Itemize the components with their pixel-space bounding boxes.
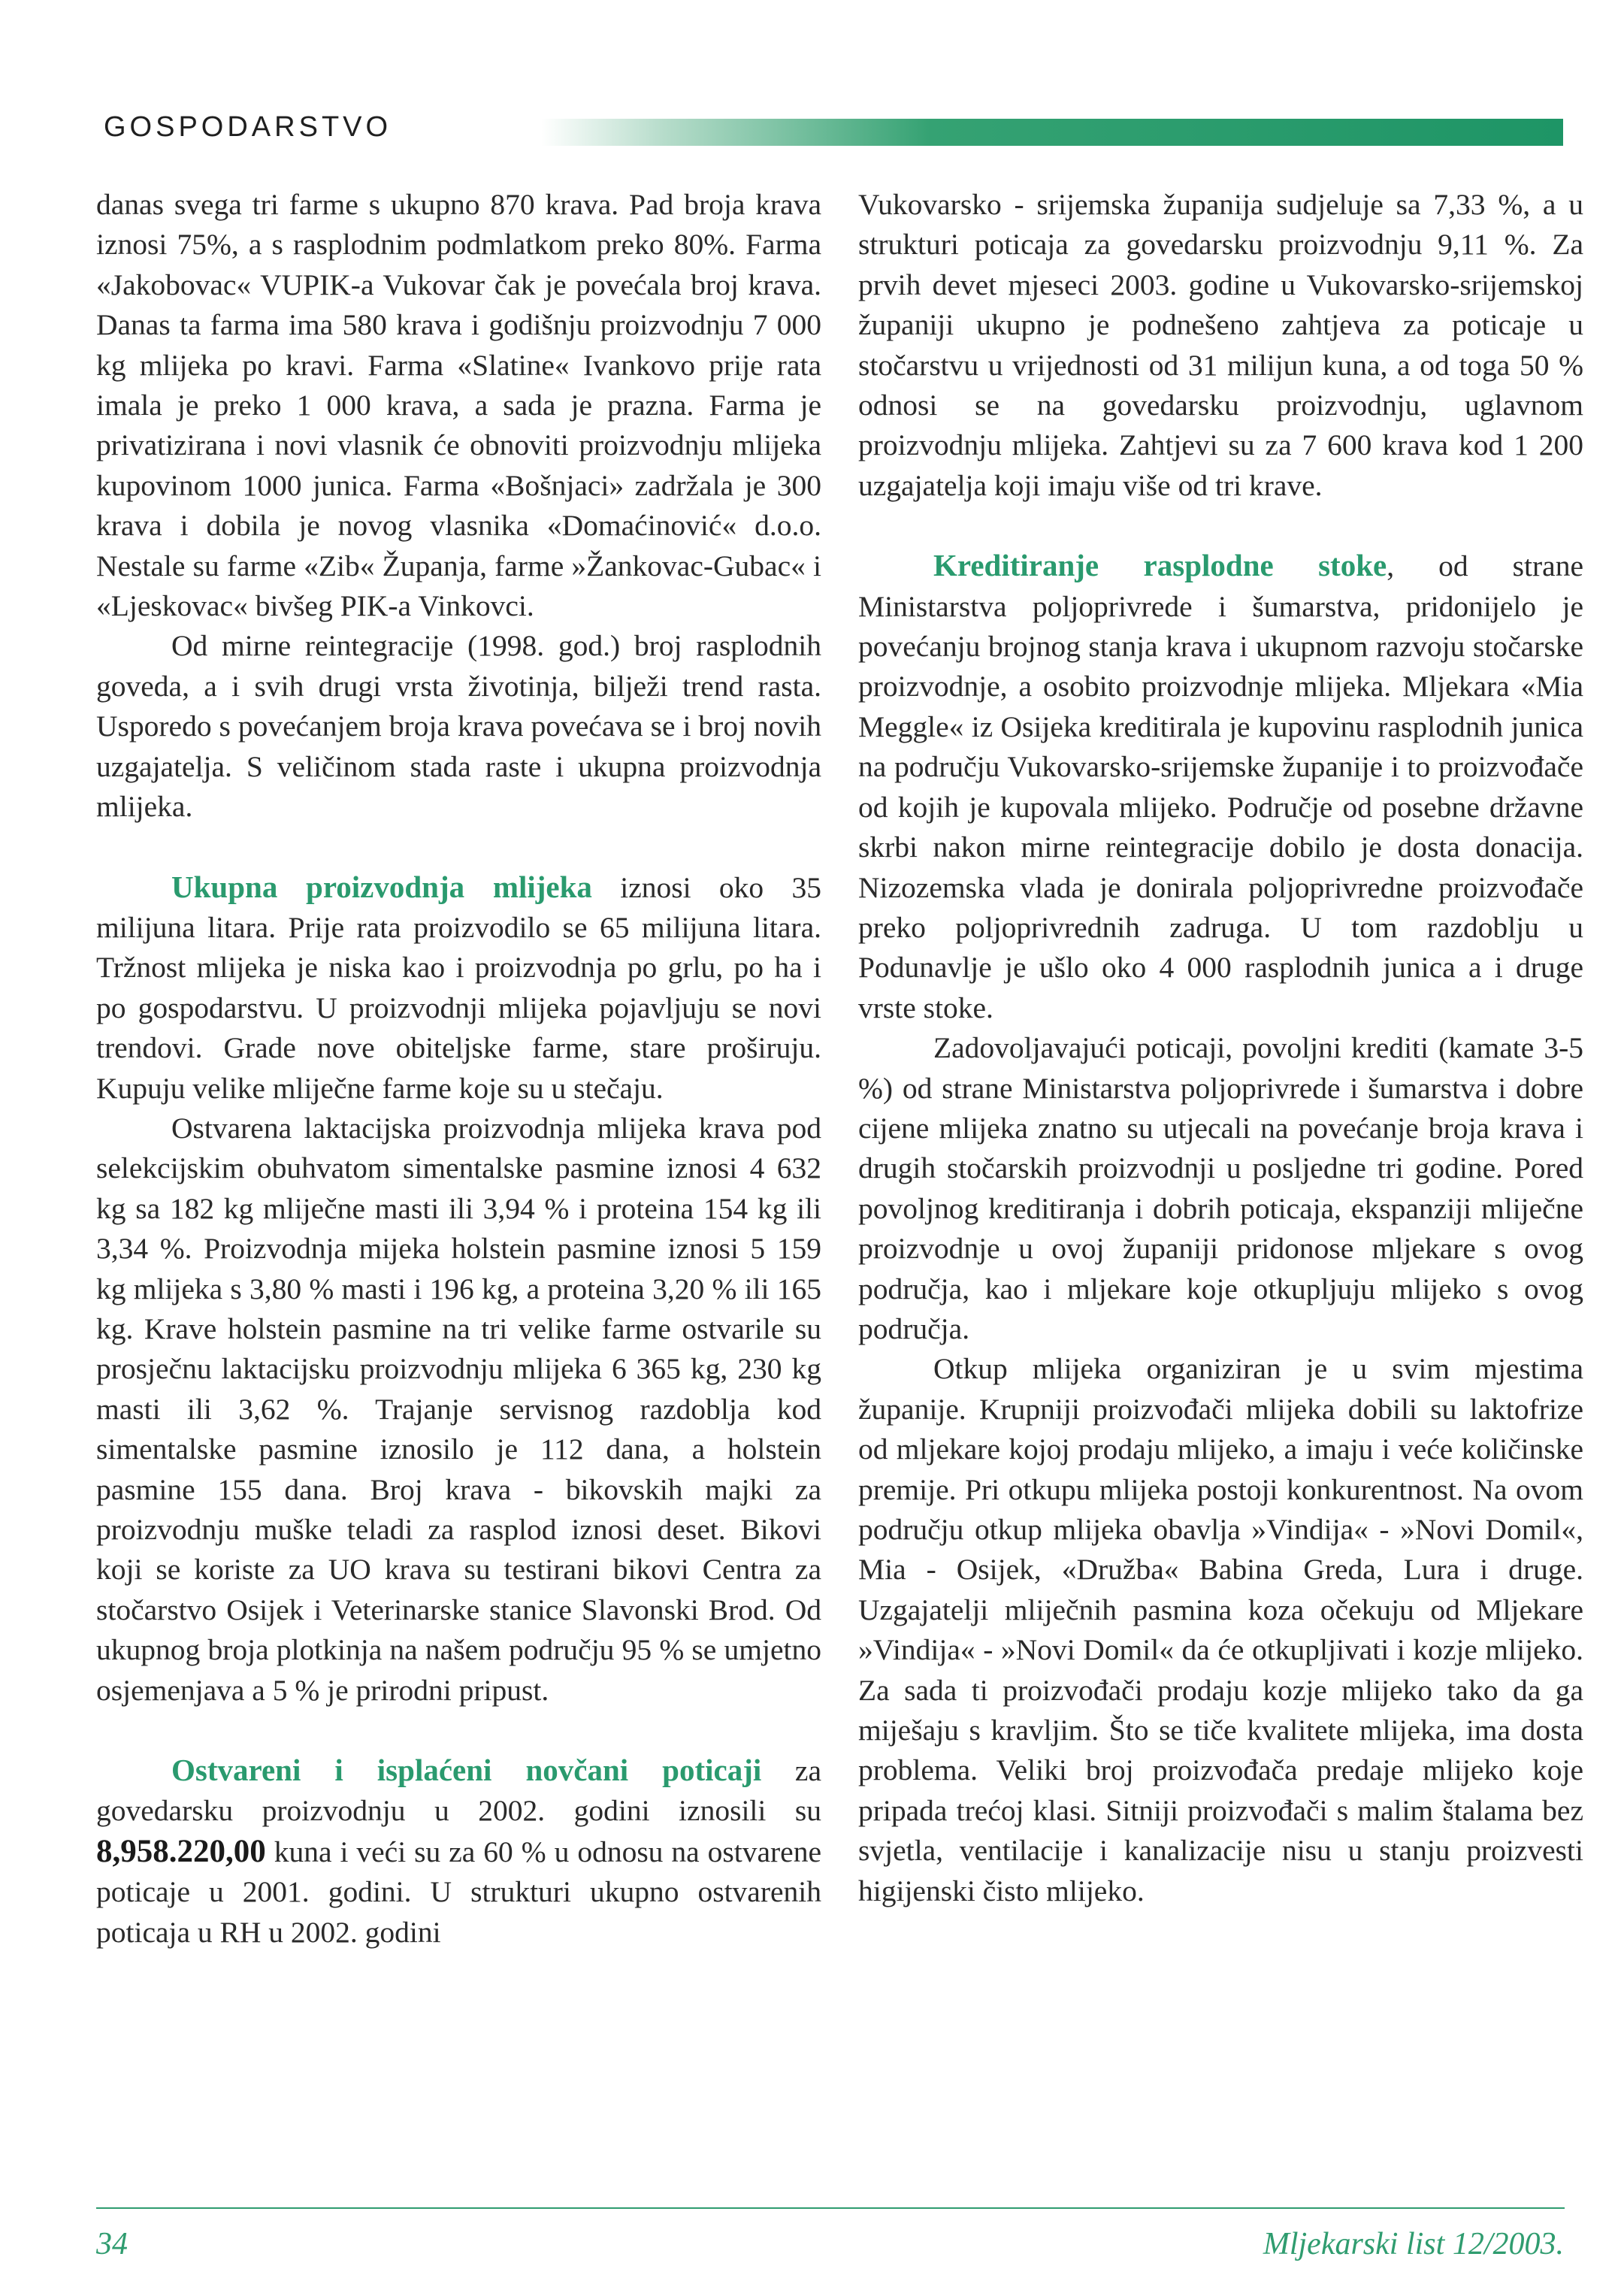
header-accent-bar (541, 119, 1563, 146)
paragraph: danas svega tri farme s ukupno 870 krava. Pad broja krava iznosi 75%, a s rasplodnim podmlatkom preko 80%. Farma «Jakobovac« VUPIK-a Vukovar čak je povećala broj krava. Danas ta farma ima 580 krava i godišnju proizvodnju 7 000 kg mlijeka po kravi. Farma «Slatine« Ivankovo prije rata imala je preko 1 000 krava, a sada je prazna. Farma je privatizirana i novi vlasnik će obnoviti proizvodnju mlijeka kupovinom 1000 junica. Farma «Bošnjaci» zadržala je 300 krava i dobila je novog vlasnika «Domaćinović« d.o.o. Nestale su farme «Zib« Županja, farme »Žankovac-Gubac« i «Ljeskovac« bivšeg PIK-a Vinkovci. (96, 188, 821, 623)
paragraph-text: , od strane Ministarstva poljoprivrede i šumarstva, pridonijelo je povećanju brojnog stanja krava i ukupnom razvoju stočarske proizvodnje, a osobito proizvodnje mlijeka. Mljekara «Mia Meggle« iz Osijeka kreditirala je kupovinu rasplodnih junica na području Vukovarsko-srijemske županije i to proizvođače od kojih je kupovala mlijeko. Područje od posebne državne skrbi nakon mirne reintegracije dobilo je dosta donacija. Nizozemska vlada je donirala poljoprivredne proizvođače preko poljoprivrednih zadruga. U tom razdoblju u Podunavlje je ušlo oko 4 000 rasplodnih junica a i druge vrste stoke. (858, 549, 1583, 1024)
paragraph (858, 546, 1583, 1028)
amount-highlight: 8,958.220,00 (96, 1833, 266, 1869)
subheading: Ukupna proizvodnja mlijeka (171, 869, 592, 904)
page-number: 34 (96, 2227, 128, 2261)
subheading: Kreditiranje rasplodne stoke (933, 548, 1387, 583)
paragraph-text: iznosi oko 35 milijuna litara. Prije rata proizvodilo se 65 milijuna litara. Tržnost mlijeka je niska kao i proizvodnja po grlu, po ha i po gospodarstvu. U proizvodnji mlijeka pojavljuju se novi trendovi. Grade nove obiteljske farme, stare proširuju. Kupuju velike mliječne farme koje su u stečaju. (96, 870, 821, 1105)
paragraph: Otkup mlijeka organiziran je u svim mjestima županije. Krupniji proizvođači mlijeka dobili su laktofrize od mljekare kojoj prodaju mlijeko, a imaju i veće količinske premije. Pri otkupu mlijeka postoji konkurentnost. Na ovom području otkup mlijeka obavlja »Vindija« - »Novi Domil«, Mia - Osijek, «Družba« Babina Greda, Lura i druge. Uzgajatelji mliječnih pasmina koza očekuju od Mljekare »Vindija« - »Novi Domil« da će otkupljivati i kozje mlijeko. Za sada ti proizvođači prodaju kozje mlijeko tako da ga miješaju s kravljim. Što se tiče kvalitete mlijeka, ima dosta problema. Veliki broj proizvođača predaje mlijeko koje pripada trećoj klasi. Sitniji proizvođači s malim štalama bez svjetla, ventilacije i kanalizacije nisu u stanju proizvesti higijenski čisto mlijeko. (858, 1352, 1583, 1907)
subheading: Ostvareni i isplaćeni novčani poticaji (171, 1753, 762, 1788)
section-title: GOSPODARSTVO (104, 111, 392, 143)
paragraph: Od mirne reintegracije (1998. god.) broj rasplodnih goveda, a i svih drugi vrsta životinja, bilježi trend rasta. Usporedo s povećanjem broja krava povećava se i broj novih uzgajatelja. S veličinom stada raste i ukupna proizvodnja mlijeka. (96, 629, 821, 824)
right-column (858, 185, 1583, 2177)
paragraph: Vukovarsko - srijemska županija sudjeluje sa 7,33 %, a u strukturi poticaja za govedarsku proizvodnju 9,11 %. Za prvih devet mjeseci 2003. godine u Vukovarsko-srijemskoj županiji ukupno je podnešeno zahtjeva za poticaje u stočarstvu u vrijednosti od 31 milijun kuna, a od toga 50 % odnosi se na govedarsku proizvodnju, uglavnom proizvodnju mlijeka. Zahtjevi su za 7 600 krava kod 1 200 uzgajatelja koji imaju više od tri krave. (858, 188, 1583, 502)
paragraph (96, 1750, 821, 1953)
paragraph (96, 867, 821, 1109)
journal-title: Mljekarski list 12/2003. (1263, 2227, 1564, 2261)
paragraph: Zadovoljavajući poticaji, povoljni krediti (kamate 3-5 %) od strane Ministarstva poljoprivrede i šumarstva i dobre cijene mlijeka znatno su utjecali na povećanje broja krava i drugih stočarskih proizvodnji u posljedne tri godine. Pored povoljnog kreditiranja i dobrih poticaja, ekspanziji mliječne proizvodnje u ovoj županiji pridonose mljekare s ovog područja, kao i mljekare koje otkupljuju mlijeko s ovog područja. (858, 1031, 1583, 1345)
footer-rule (96, 2207, 1565, 2209)
paragraph: Ostvarena laktacijska proizvodnja mlijeka krava pod selekcijskim obuhvatom simentalske pasmine iznosi 4 632 kg sa 182 kg mliječne masti ili 3,94 % i proteina 154 kg ili 3,34 %. Proizvodnja mijeka holstein pasmine iznosi 5 159 kg mlijeka s 3,80 % masti i 196 kg, a proteina 3,20 % ili 165 kg. Krave holstein pasmine na tri velike farme ostvarile su prosječnu laktacijsku proizvodnju mlijeka 6 365 kg, 230 kg masti ili 3,62 %. Trajanje servisnog razdoblja kod simentalske pasmine iznosilo je 112 dana, a holstein pasmine 155 dana. Broj krava - bikovskih majki za proizvodnju muške teladi za rasplod iznosi deset. Bikovi koji se koriste za UO krava su testirani bikovi Centra za stočarstvo Osijek i Veterinarske stanice Slavonski Brod. Od ukupnog broja plotkinja na našem području 95 % se umjetno osjemenjava a 5 % je prirodni pripust. (96, 1111, 821, 1707)
left-column (96, 185, 821, 2177)
paragraph-text: za govedarsku proizvodnju u 2002. godini iznosili su (96, 1754, 821, 1828)
paragraph-text: kuna i veći su za 60 % u odnosu na ostvarene poticaje u 2001. godini. U strukturi ukupno ostvarenih poticaja u RH u 2002. godini (96, 1835, 821, 1949)
